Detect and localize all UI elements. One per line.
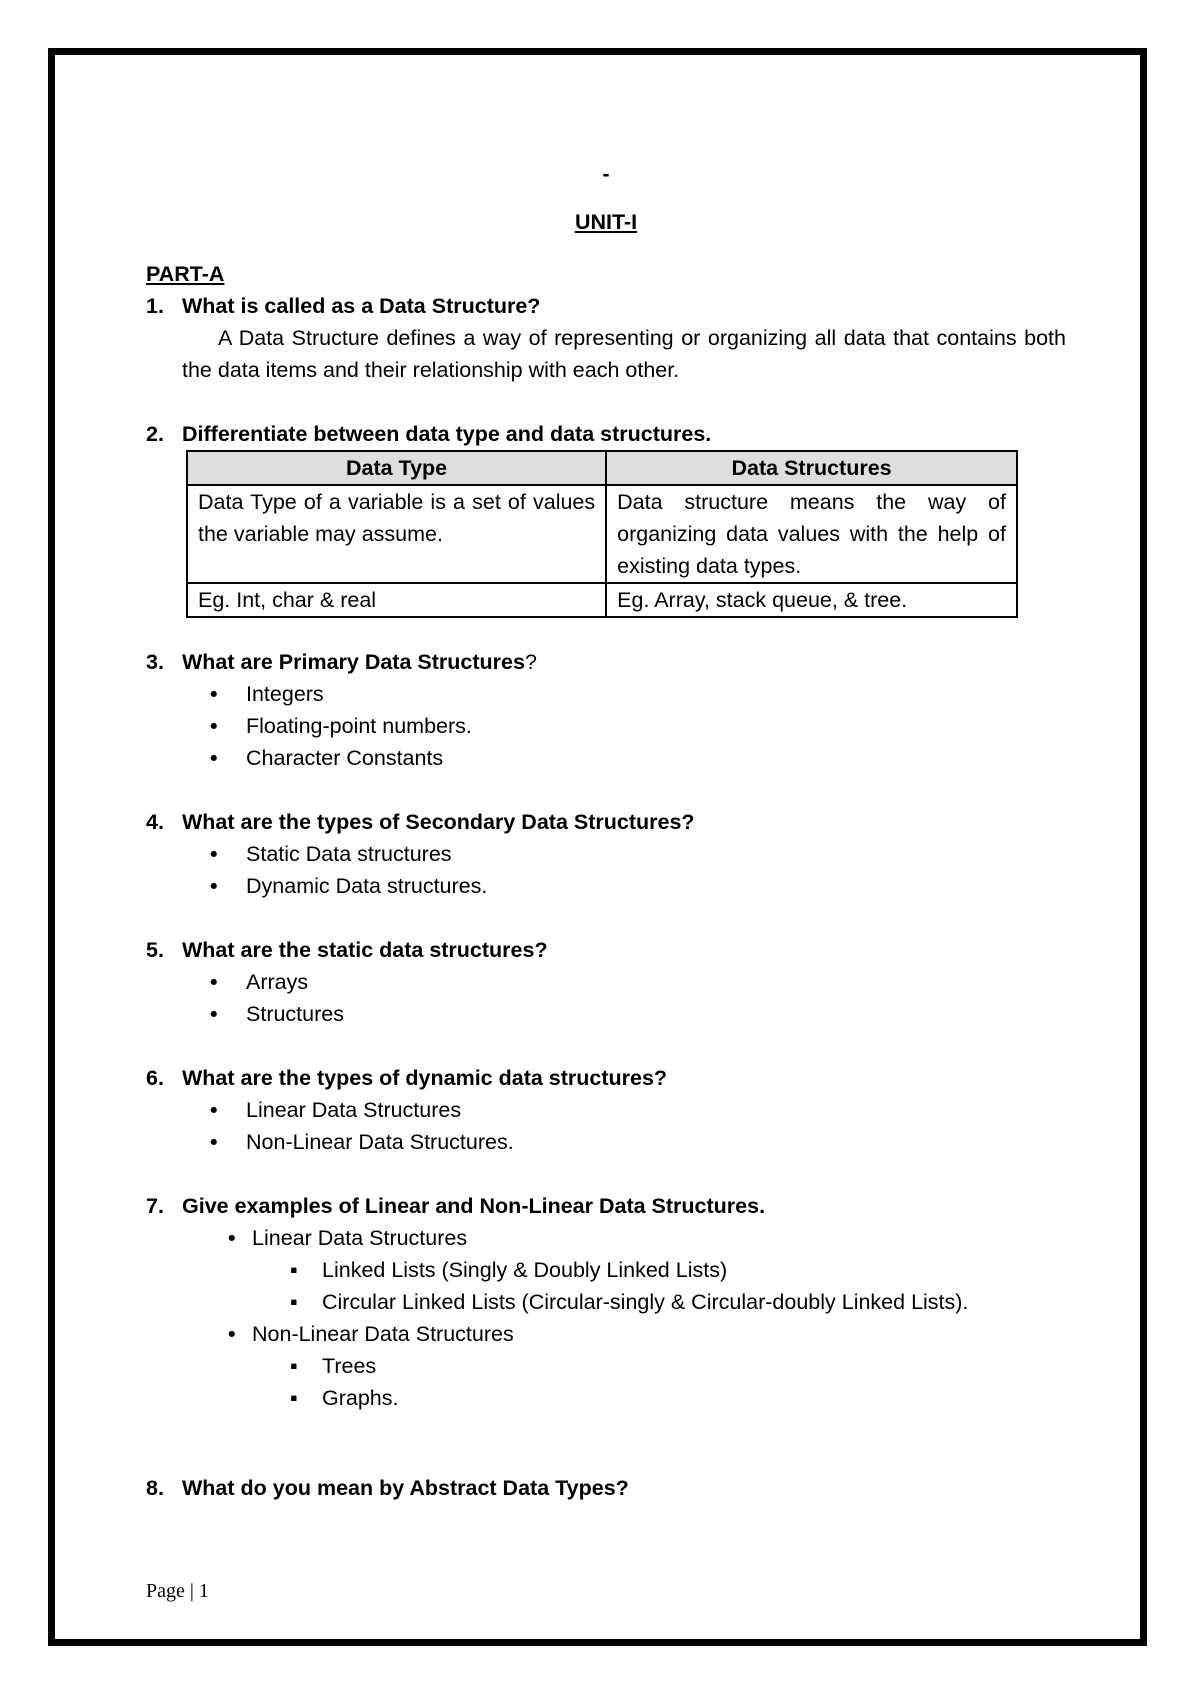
- answer-1: [182, 322, 1066, 386]
- question-number: 8.: [146, 1476, 164, 1500]
- question-text: Give examples of Linear and Non-Linear Data Structures.: [182, 1194, 766, 1218]
- question-text: What are Primary Data Structures: [182, 650, 525, 674]
- question-4: [146, 806, 1066, 838]
- list-item: • Static Data structures: [246, 838, 1066, 870]
- unit-title: UNIT-I: [574, 210, 638, 234]
- question-number: 7.: [146, 1194, 164, 1218]
- table-row: [187, 485, 1017, 583]
- question-number: 2.: [146, 422, 164, 446]
- header-dash: -: [602, 162, 610, 186]
- question-text: What is called as a Data Structure?: [182, 294, 541, 318]
- question-number: 3.: [146, 650, 164, 674]
- question-number: 1.: [146, 294, 164, 318]
- list-item: • Structures: [246, 998, 1066, 1030]
- list-item: • Floating-point numbers.: [246, 710, 1066, 742]
- bullet-list: [146, 678, 1066, 774]
- bullet-list: [146, 1094, 1066, 1158]
- list-item: • Dynamic Data structures.: [246, 870, 1066, 902]
- part-title: PART-A: [146, 262, 225, 286]
- table-cell: Data Type of a variable is a set of values the variable may assume.: [187, 485, 606, 583]
- question-mark: ?: [524, 650, 537, 674]
- list-item: [252, 1222, 1066, 1318]
- page-number: Page | 1: [146, 1580, 209, 1602]
- question-1: [146, 290, 1066, 322]
- question-8: [146, 1472, 1066, 1504]
- list-item: • Non-Linear Data Structures.: [246, 1126, 1066, 1158]
- question-7: [146, 1190, 1066, 1222]
- question-2: [146, 418, 1066, 450]
- table-cell: Eg. Int, char & real: [187, 583, 606, 617]
- document-body: [146, 150, 1066, 1504]
- table-cell: Eg. Array, stack queue, & tree.: [606, 583, 1017, 617]
- group-label: Non-Linear Data Structures: [252, 1322, 514, 1346]
- sub-list: [252, 1254, 1066, 1318]
- question-text: What are the static data structures?: [182, 938, 548, 962]
- table-header-cell: Data Structures: [606, 451, 1017, 485]
- bullet-list: [146, 966, 1066, 1030]
- question-6: [146, 1062, 1066, 1094]
- bullet-list: [146, 838, 1066, 902]
- list-item: • Arrays: [246, 966, 1066, 998]
- question-text: What are the types of dynamic data structures?: [182, 1066, 668, 1090]
- group-label: Linear Data Structures: [252, 1226, 468, 1250]
- list-item: [252, 1318, 1066, 1414]
- question-3: [146, 646, 1066, 678]
- sub-list-item: ▪ Circular Linked Lists (Circular-singly & Circular-doubly Linked Lists).: [322, 1286, 1066, 1318]
- comparison-table: [186, 450, 1018, 618]
- question-text: Differentiate between data type and data structures.: [182, 422, 712, 446]
- question-number: 5.: [146, 938, 164, 962]
- question-number: 4.: [146, 810, 164, 834]
- sub-list: [252, 1350, 1066, 1414]
- sub-list-item: ▪ Trees: [322, 1350, 1066, 1382]
- answer-text: A Data Structure defines a way of representing or organizing all data that contains both the data items and their relationship with each other.: [182, 326, 1066, 382]
- list-item: • Character Constants: [246, 742, 1066, 774]
- question-text: What are the types of Secondary Data Structures?: [182, 810, 695, 834]
- list-item: • Integers: [246, 678, 1066, 710]
- question-number: 6.: [146, 1066, 164, 1090]
- nested-list: [146, 1222, 1066, 1414]
- question-text: What do you mean by Abstract Data Types?: [182, 1476, 629, 1500]
- table-cell: Data structure means the way of organizing data values with the help of existing data types.: [606, 485, 1017, 583]
- sub-list-item: ▪ Graphs.: [322, 1382, 1066, 1414]
- list-item: • Linear Data Structures: [246, 1094, 1066, 1126]
- table-row: [187, 583, 1017, 617]
- table-header-row: [187, 451, 1017, 485]
- question-5: [146, 934, 1066, 966]
- sub-list-item: ▪ Linked Lists (Singly & Doubly Linked Lists): [322, 1254, 1066, 1286]
- table-header-cell: Data Type: [187, 451, 606, 485]
